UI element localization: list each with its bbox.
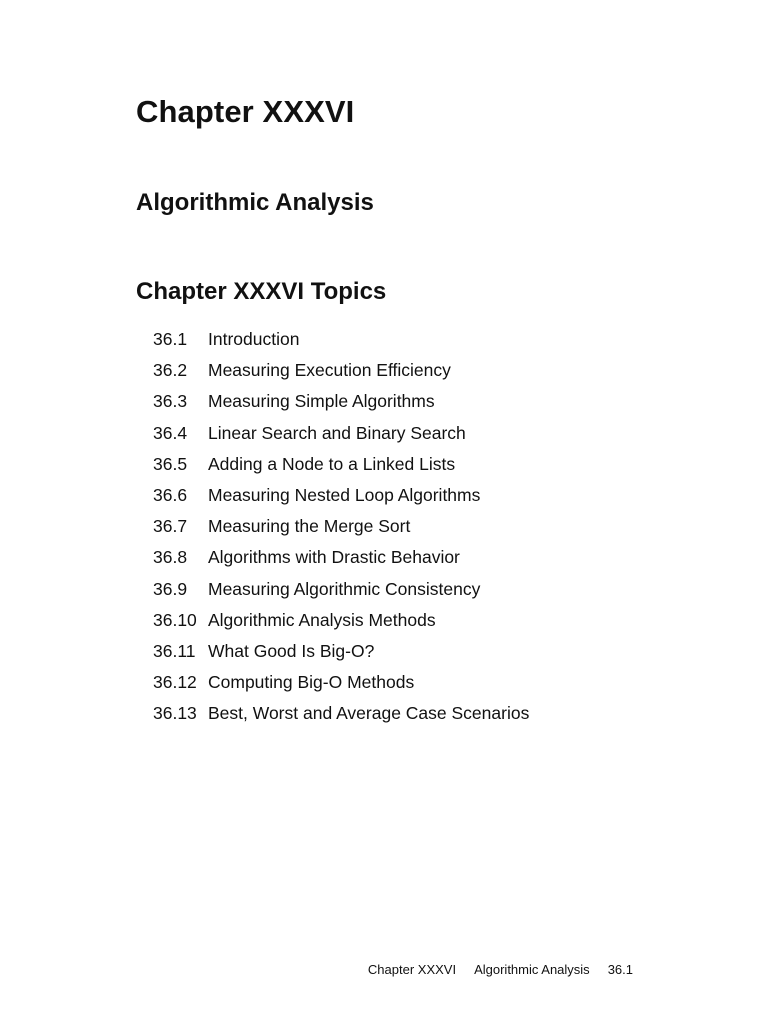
topic-number: 36.7 [153,516,188,537]
footer-title: Algorithmic Analysis [474,962,590,977]
footer-chapter: Chapter XXXVI [367,962,457,977]
topic-item [153,421,529,452]
topic-label: Adding a Node to a Linked Lists [208,453,456,474]
topic-label: Measuring Nested Loop Algorithms [208,484,481,505]
topic-number: 36.8 [153,547,188,568]
topic-label: Measuring Algorithmic Consistency [208,578,481,599]
chapter-subtitle: Algorithmic Analysis [136,189,374,216]
topic-number: 36.2 [153,360,188,381]
topic-number: 36.5 [153,453,188,474]
chapter-title: Chapter XXXVI [136,94,355,129]
topic-item [153,483,529,514]
topic-number: 36.11 [153,640,196,661]
topic-item [153,327,529,358]
topic-number: 36.9 [153,578,188,599]
topic-label: Measuring Simple Algorithms [208,391,435,412]
topic-item [153,389,529,420]
topic-item [153,670,529,701]
topic-label: Linear Search and Binary Search [208,422,466,443]
topic-item [153,639,529,670]
topic-label: Introduction [208,329,300,349]
topic-label: Algorithmic Analysis Methods [208,609,436,630]
topic-number: 36.3 [153,391,188,412]
topic-number: 36.12 [153,672,197,693]
topic-number: 36.10 [153,609,197,630]
topic-item [153,701,529,732]
footer-page-number: 36.1 [607,962,633,977]
topic-label: What Good Is Big-O? [208,640,375,661]
topic-item [153,545,529,576]
topic-item [153,514,529,545]
topic-number: 36.1 [153,329,188,349]
topic-number: 36.13 [153,703,197,724]
topics-heading: Chapter XXXVI Topics [136,278,387,305]
topic-label: Best, Worst and Average Case Scenarios [208,703,530,724]
topic-item [153,358,529,389]
topic-label: Measuring Execution Efficiency [208,360,451,381]
topic-label: Computing Big-O Methods [208,672,415,693]
topic-item [153,577,529,608]
topic-number: 36.4 [153,422,188,443]
topic-item [153,608,529,639]
topic-label: Measuring the Merge Sort [208,516,411,537]
topic-number: 36.6 [153,484,188,505]
topic-item [153,452,529,483]
page-footer [368,961,633,979]
topics-list [153,327,529,732]
topic-label: Algorithms with Drastic Behavior [208,547,460,568]
